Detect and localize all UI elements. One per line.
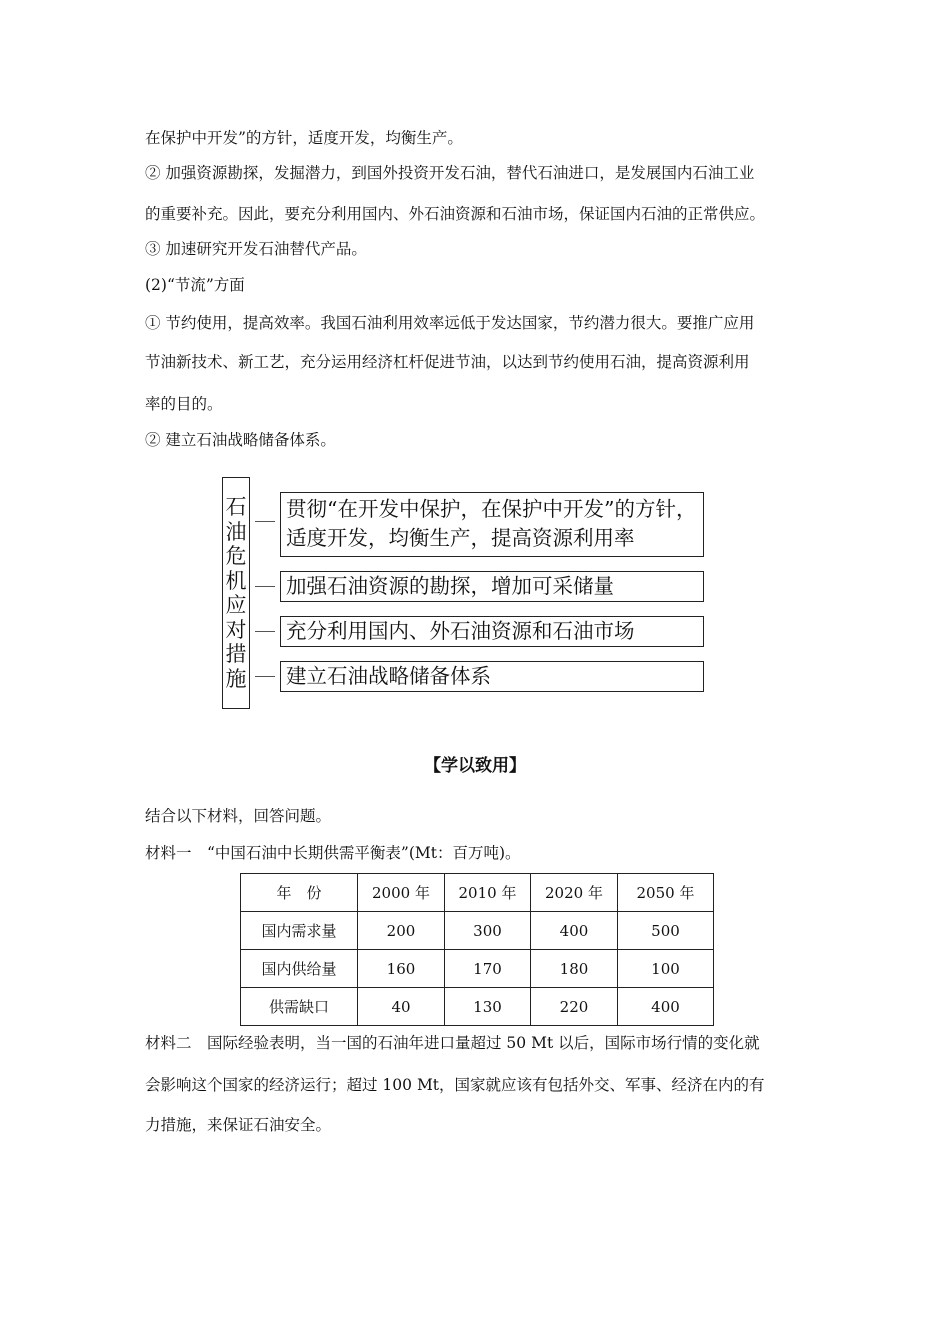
paragraph-line: (2)“节流”方面 (145, 276, 245, 294)
table-cell: 400 (618, 988, 714, 1026)
table-cell: 400 (531, 912, 618, 950)
diagram-vertical-label: 石油危机应对措施 (225, 495, 247, 691)
table-header-cell: 2010 年 (445, 874, 531, 912)
diagram-item-text: 建立石油战略储备体系 (286, 664, 491, 688)
table-cell: 500 (618, 912, 714, 950)
diagram-item-text: 加强石油资源的勘探，增加可采储量 (286, 574, 614, 598)
paragraph-line: 的重要补充。因此，要充分利用国内、外石油资源和石油市场，保证国内石油的正常供应。 (145, 205, 766, 223)
diagram-connector (255, 631, 275, 632)
table-cell: 200 (358, 912, 445, 950)
supply-demand-table (240, 873, 714, 1026)
paragraph-line: 力措施，来保证石油安全。 (145, 1116, 332, 1134)
table-cell: 160 (358, 950, 445, 988)
diagram-item-box (280, 492, 704, 557)
diagram-connector (255, 586, 275, 587)
diagram-item-box (280, 571, 704, 602)
intro-text: 结合以下材料，回答问题。 (145, 807, 332, 825)
table-cell: 供需缺口 (241, 988, 358, 1026)
paragraph-line: ② 加强资源勘探，发掘潜力，到国外投资开发石油，替代石油进口，是发展国内石油工业 (145, 164, 755, 182)
table-cell: 220 (531, 988, 618, 1026)
table-cell: 300 (445, 912, 531, 950)
table-header-cell: 年 份 (241, 874, 358, 912)
paragraph-line: 材料二 国际经验表明，当一国的石油年进口量超过 50 Mt 以后，国际市场行情的变化就 (145, 1034, 760, 1052)
table-row (241, 988, 714, 1026)
table-header-cell: 2020 年 (531, 874, 618, 912)
table-cell: 100 (618, 950, 714, 988)
diagram-item-text: 充分利用国内、外石油资源和石油市场 (286, 619, 635, 643)
diagram-connector (255, 676, 275, 677)
paragraph-line: 率的目的。 (145, 395, 223, 413)
table-cell: 40 (358, 988, 445, 1026)
table-cell: 130 (445, 988, 531, 1026)
diagram-item-text: 贯彻“在开发中保护，在保护中开发”的方针，适度开发，均衡生产，提高资源利用率 (286, 497, 697, 550)
table-row (241, 912, 714, 950)
table-header-cell: 2050 年 (618, 874, 714, 912)
table-cell: 国内需求量 (241, 912, 358, 950)
diagram-item-box (280, 661, 704, 692)
paragraph-line: 节油新技术、新工艺，充分运用经济杠杆促进节油，以达到节约使用石油，提高资源利用 (145, 353, 750, 371)
paragraph-line: ② 建立石油战略储备体系。 (145, 431, 336, 449)
table-header-row (241, 874, 714, 912)
paragraph-line: 会影响这个国家的经济运行；超过 100 Mt，国家就应该有包括外交、军事、经济在内的有 (145, 1076, 765, 1094)
table-cell: 国内供给量 (241, 950, 358, 988)
table-cell: 180 (531, 950, 618, 988)
paragraph-line: ③ 加速研究开发石油替代产品。 (145, 240, 367, 258)
paragraph-line: 在保护中开发”的方针，适度开发，均衡生产。 (145, 129, 463, 147)
measures-diagram (222, 477, 712, 713)
diagram-connector (255, 521, 275, 522)
table-cell: 170 (445, 950, 531, 988)
table-header-cell: 2000 年 (358, 874, 445, 912)
section-title: 【学以致用】 (424, 756, 526, 776)
diagram-vertical-label-box (222, 477, 250, 709)
paragraph-line: ① 节约使用，提高效率。我国石油利用效率远低于发达国家，节约潜力很大。要推广应用 (145, 314, 755, 332)
material-one-caption: 材料一 “中国石油中长期供需平衡表”(Mt：百万吨)。 (145, 844, 521, 862)
diagram-item-box (280, 616, 704, 647)
table-row (241, 950, 714, 988)
